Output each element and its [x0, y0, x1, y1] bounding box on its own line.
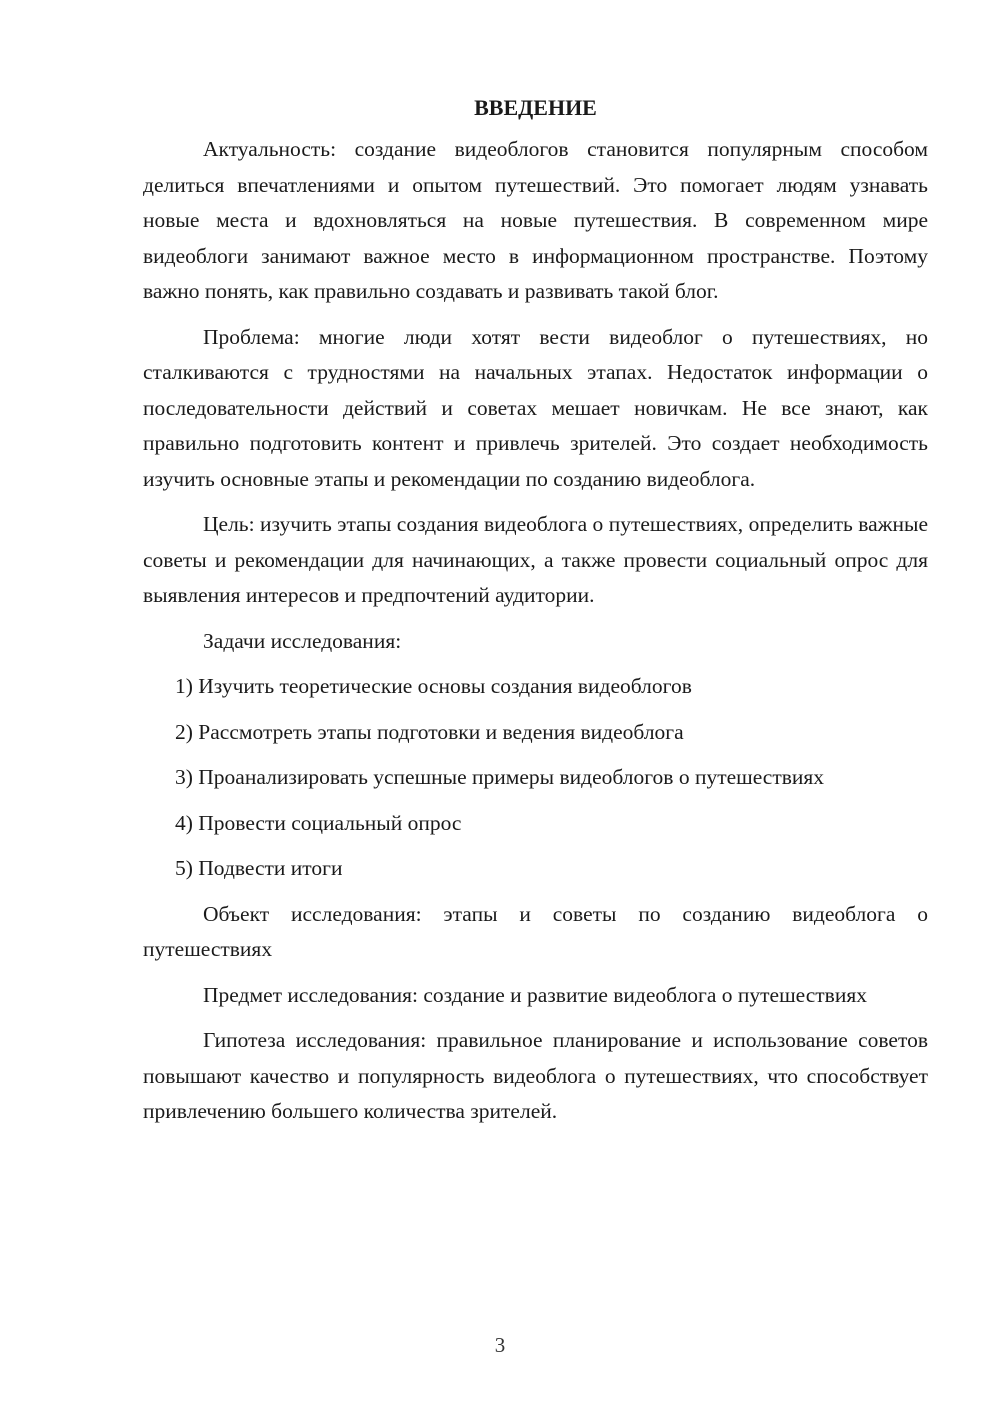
- paragraph-object: Объект исследования: этапы и советы по созданию видеоблога о путешествиях: [143, 901, 928, 961]
- tasks-list: [143, 669, 928, 887]
- tasks-heading: Задачи исследования:: [203, 628, 402, 653]
- page-title: ВВЕДЕНИЕ: [474, 95, 597, 120]
- list-item: 2) Рассмотреть этапы подготовки и ведения видеоблога: [175, 719, 684, 744]
- list-item: 5) Подвести итоги: [175, 856, 343, 880]
- document-page: [143, 90, 928, 1140]
- paragraph-hypothesis: Гипотеза исследования: правильное планирование и использование советов повышают качество и популярность видеоблога о путешествиях, что способствует привлечению большего количества зрителей.: [143, 1028, 928, 1123]
- list-item: 4) Провести социальный опрос: [175, 810, 462, 835]
- paragraph-goal: Цель: изучить этапы создания видеоблога о путешествиях, определить важные советы и рекомендации для начинающих, а также провести социальный опрос для выявления интересов и предпочтений аудитории.: [143, 512, 928, 607]
- paragraph-subject: Предмет исследования: создание и развитие видеоблога о путешествиях: [203, 982, 867, 1007]
- list-item: 1) Изучить теоретические основы создания видеоблогов: [175, 674, 692, 698]
- paragraph-problem: Проблема: многие люди хотят вести видеоблог о путешествиях, но сталкиваются с трудностями на начальных этапах. Недостаток информации о последовательности действий и советах мешает новичкам. Не все знают, как правильно подготовить контент и привлечь зрителей. Это создает необходимость изучить основные этапы и рекомендации по созданию видеоблога.: [143, 324, 928, 491]
- page-number: 3: [494, 1333, 506, 1357]
- list-item: 3) Проанализировать успешные примеры видеоблогов о путешествиях: [175, 765, 825, 789]
- paragraph-relevance: Актуальность: создание видеоблогов становится популярным способом делиться впечатлениями и опытом путешествий. Это помогает людям узнавать новые места и вдохновляться на новые путешествия. В современном мире видеоблоги занимают важное место в информационном пространстве. Поэтому важно понять, как правильно создавать и развивать такой блог.: [143, 137, 928, 303]
